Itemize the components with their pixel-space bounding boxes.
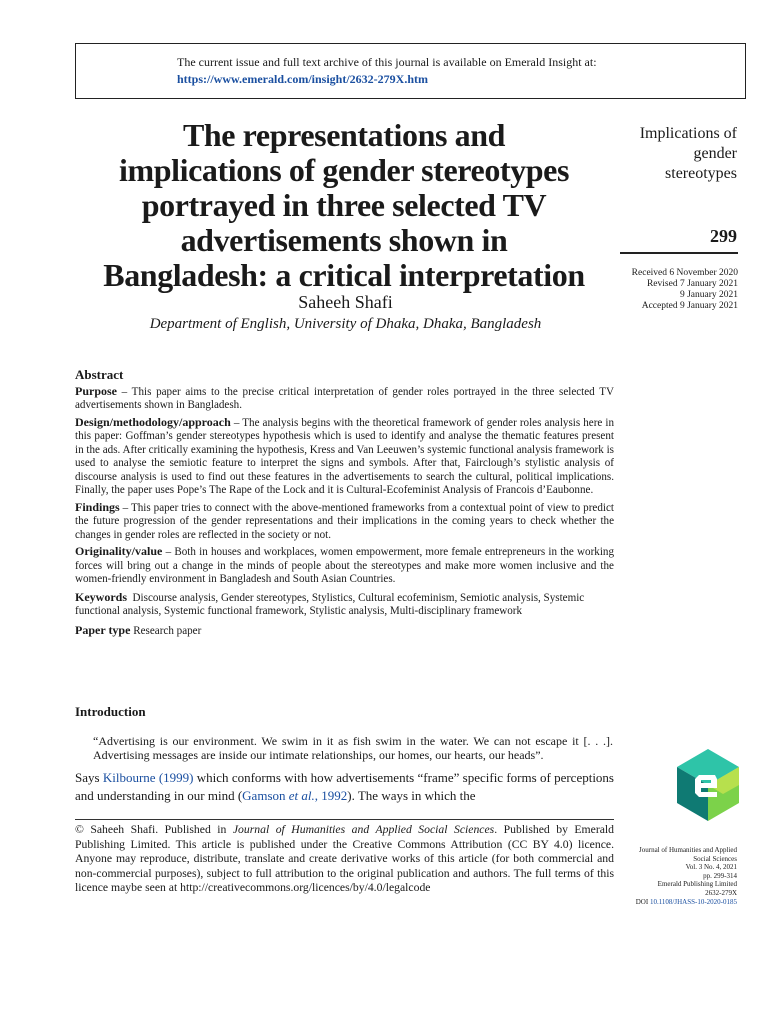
abstract-keywords: Keywords Discourse analysis, Gender stereotypes, Stylistics, Cultural ecofeminism, Semiotic analysis, Systemic functional analysis, Systemic functional framework, Stylistic analysis, Multi-disciplinary framework <box>75 589 585 617</box>
emerald-logo-icon <box>677 749 739 821</box>
journal-citation-info: Journal of Humanities and Applied Social Sciences Vol. 3 No. 4, 2021 pp. 299-314 Emerald Publishing Limited 2632-279X DOI 10.1108/JHASS-10-2020-0185 <box>600 846 737 906</box>
archive-notice-text: The current issue and full text archive of this journal is available on Emerald Insight at: <box>177 55 597 69</box>
abstract-findings: Findings – This paper tries to connect with the above-mentioned frameworks from a contextual point of view to predict the future progression of the gender representations and their implications in the coming years to check whether the changes in gender roles are reflected in the society or not. <box>75 499 614 541</box>
doi-line: DOI 10.1108/JHASS-10-2020-0185 <box>635 897 737 906</box>
abstract-design: Design/methodology/approach – The analysis begins with the theoretical framework of gender roles analysis here in this paper: Goffman’s gender stereotypes hypothesis which is used to identify and analyse the thematic features present in the ads. After critically examining the hypothesis, Kress and Van Leeuwen’s systemic functional analysis framework is used to analyse the semiotic feature to interpret the signs and symbols. After that, Fairclough’s stylistic analysis of discourse analysis is used to find out these features in the advertisements to search the cultural, political implications. Finally, the paper uses Pope’s The Rape of the Lock and it is Cultural-Ecofeminist Analysis of Francois d’Eaubonne. <box>75 414 614 496</box>
doi-link[interactable]: 10.1108/JHASS-10-2020-0185 <box>649 897 737 906</box>
citation-kilbourne[interactable]: Kilbourne (1999) <box>102 770 194 785</box>
citation-gamson[interactable]: Gamson et al., 1992 <box>242 788 348 803</box>
footnote-divider <box>75 819 614 820</box>
abstract-originality: Originality/value – Both in houses and workplaces, women empowerment, more female entrepreneurs in the working forces will bring out a change in the minds of people about the stereotypes and make more women inclusive and the women-friendly environment in Bangladesh and South Asian Countries. <box>75 544 614 585</box>
author-name: Saheeh Shafi <box>298 292 393 312</box>
running-title: Implications of gender stereotypes <box>639 125 737 182</box>
introduction-heading: Introduction <box>75 704 146 719</box>
abstract-purpose: Purpose – This paper aims to the precise critical interpretation of gender roles portrayed in the three selected TV advertisements shown in Bangladesh. <box>75 383 614 411</box>
sidebar-divider <box>620 252 738 254</box>
introduction-body: Says Kilbourne (1999) which conforms with how advertisements “frame” specific forms of perceptions and understanding in our mind (Gamson et al., 1992). The ways in which the <box>75 770 614 803</box>
abstract-heading: Abstract <box>75 367 124 382</box>
license-statement: © Saheeh Shafi. Published in Journal of Humanities and Applied Social Sciences. Published by Emerald Publishing Limited. This article is published under the Creative Commons Attribution (CC BY 4.0) licence. Anyone may reproduce, distribute, translate and create derivative works of this article (for both commercial and non-commercial purposes), subject to full attribution to the original publication and authors. The full terms of this licence maybe seen at http://creativecommons.org/licences/by/4.0/legalcode <box>75 823 614 894</box>
author-affiliation: Department of English, University of Dhaka, Dhaka, Bangladesh <box>149 316 542 332</box>
abstract-section <box>75 368 614 641</box>
archive-notice-box <box>75 43 746 99</box>
abstract-paper-type: Paper type Research paper <box>75 622 202 637</box>
journal-archive-link[interactable]: https://www.emerald.com/insight/2632-279X.htm <box>177 72 428 86</box>
article-dates: Received 6 November 2020 Revised 7 January 2021 9 January 2021 Accepted 9 January 2021 <box>631 268 738 311</box>
logo-letter-e <box>695 775 717 797</box>
page-number: 299 <box>710 226 737 246</box>
article-title: The representations and implications of gender stereotypes portrayed in three selected TV advertisements shown in Bangladesh: a critical interpretation <box>103 117 585 293</box>
introduction-quote: “Advertising is our environment. We swim in it as fish swim in the water. We can not escape it [. . .]. Advertising messages are inside our intimate relationships, our homes, our hearts, our heads”. <box>93 734 613 762</box>
